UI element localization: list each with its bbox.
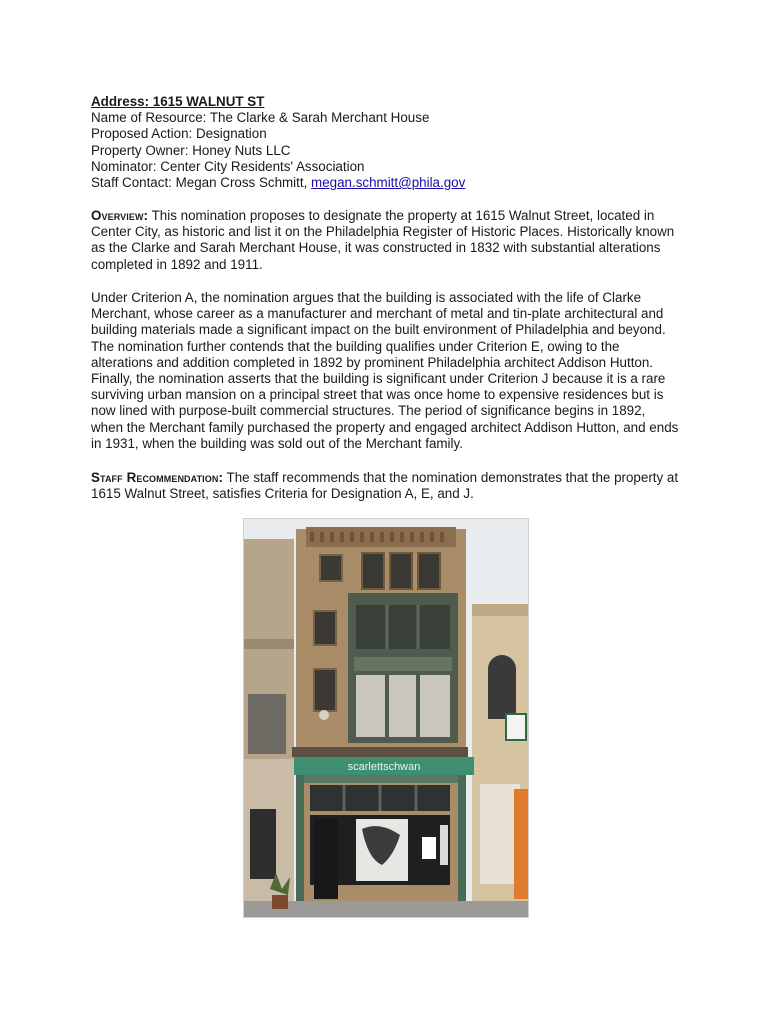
storefront-sign-text: scarlettschwan — [347, 761, 421, 773]
criterion-paragraph: Under Criterion A, the nomination argues that the building is associated with the life of Clarke Merchant, whose career as a manufacturer and merchant of metal and tin-plate architectural and building materials made a significant impact on the built environment of Philadelphia and beyond. The nomination further contends that the building qualifies under Criterion E, owing to the alterations and addition completed in 1892 by prominent Philadelphia architect Addison Hutton. Finally, the nomination asserts that the building is significant under Criterion J because it is a rare surviving urban mansion on a principal street that was once home to expensive residences but is now lined with purpose-built commercial structures. The period of significance begins in 1892, when the Merchant family purchased the property and engaged architect Addison Hutton, and ends in 1931, when the building was sold out of the Merchant family. — [91, 290, 679, 451]
overview-label: Overview: — [91, 208, 149, 223]
overview-paragraph — [91, 208, 679, 273]
header-block — [91, 94, 691, 191]
building-photo — [243, 518, 529, 918]
staff-contact-label: Staff Contact: Megan Cross Schmitt, — [91, 175, 312, 191]
address-line: Address: 1615 WALNUT ST — [91, 94, 265, 109]
staff-recommendation-paragraph — [91, 470, 679, 502]
staff-recommendation-text: The staff recommends that the nomination demonstrates that the property at 1615 Walnut Street, satisfies Criteria for Designation A, E, and J. — [91, 470, 679, 502]
property-owner-line: Property Owner: Honey Nuts LLC — [91, 142, 291, 158]
resource-name-line: Name of Resource: The Clarke & Sarah Merchant House — [91, 110, 430, 126]
overview-text: This nomination proposes to designate the property at 1615 Walnut Street, located in Center City, as historic and list it on the Philadelphia Register of Historic Places. Historically known as the Clarke and Sarah Merchant House, it was constructed in 1832 with substantial alterations completed in 1892 and 1911. — [91, 208, 675, 272]
staff-contact-line — [91, 175, 691, 191]
proposed-action-line: Proposed Action: Designation — [91, 126, 267, 142]
staff-email-link[interactable]: megan.schmitt@phila.gov — [311, 175, 466, 191]
nominator-line: Nominator: Center City Residents' Association — [91, 158, 365, 174]
staff-recommendation-label: Staff Recommendation: — [91, 470, 224, 485]
